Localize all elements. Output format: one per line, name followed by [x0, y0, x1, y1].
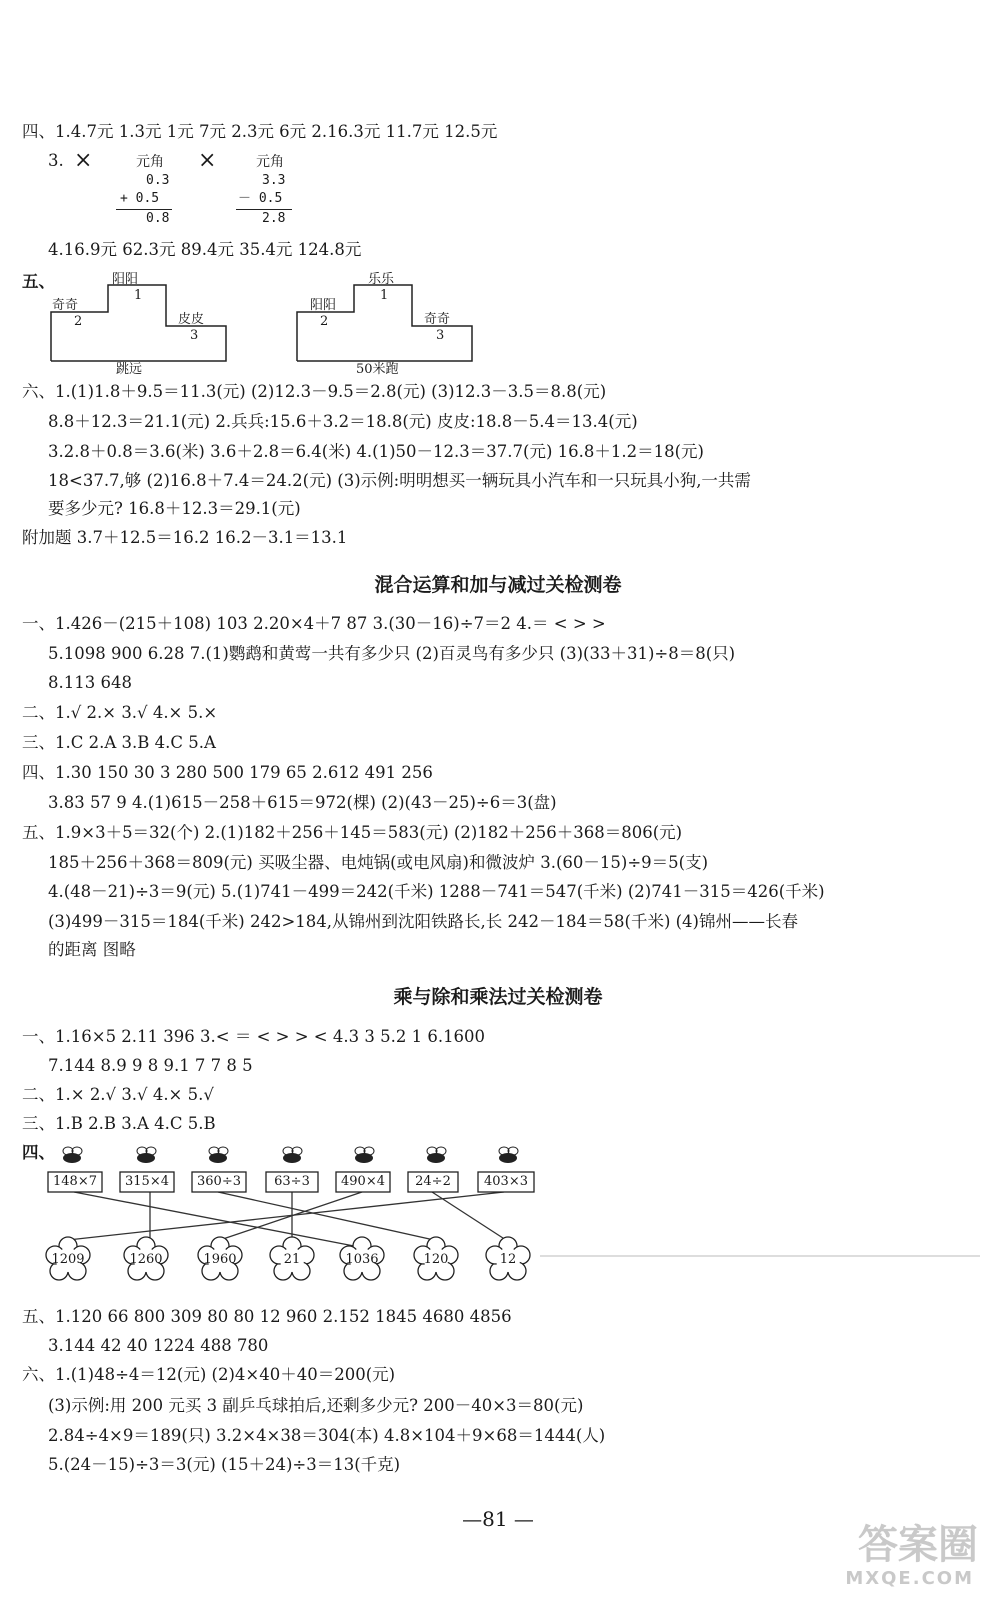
- t2-line2: 7.144 8.9 9 8 9.1 7 7 8 5: [48, 1056, 253, 1075]
- expression-card-label: 315×4: [125, 1174, 169, 1189]
- bee-icon: [137, 1147, 156, 1163]
- t2-sec4-label: 四、: [22, 1143, 55, 1162]
- podium-left-name: 阳阳: [310, 298, 337, 313]
- unit-header: 元角: [136, 154, 164, 170]
- t1-line3: 8.113 648: [48, 673, 132, 692]
- bee-icon: [283, 1147, 302, 1163]
- sec6-line5: 要多少元? 16.8＋12.3＝29.1(元): [48, 499, 301, 518]
- flower-value: 21: [283, 1252, 301, 1267]
- cross-mark: ×: [74, 148, 93, 173]
- page-number: —81 —: [462, 1507, 534, 1531]
- sec4-line4: 4.16.9元 62.3元 89.4元 35.4元 124.8元: [48, 240, 362, 259]
- sec4-q3-label: 3.: [48, 151, 64, 170]
- expression-card-label: 360÷3: [197, 1174, 241, 1189]
- t2-line4: 三、1.B 2.B 3.A 4.C 5.B: [22, 1114, 216, 1133]
- sec6-line3: 3.2.8＋0.8＝3.6(米) 3.6＋2.8＝6.4(米) 4.(1)50－12.3＝37.7(元) 16.8＋1.2＝18(元): [48, 442, 704, 461]
- podium-top-name: 乐乐: [368, 272, 395, 287]
- section-title: 混合运算和加与减过关检测卷: [374, 574, 622, 596]
- t1-line9: 185＋256＋368＝809(元) 买吸尘器、电炖锅(或电风扇)和微波炉 3.(60－15)÷9＝5(支): [48, 853, 709, 872]
- t1-line12: 的距离 图略: [48, 940, 136, 959]
- unit-header: 元角: [256, 154, 284, 170]
- expression-card-label: 490×4: [341, 1174, 385, 1189]
- match-line: [218, 1192, 434, 1240]
- expression-card-label: 63÷3: [274, 1174, 310, 1189]
- bee-icon: [63, 1147, 82, 1163]
- sec6-line1: 六、1.(1)1.8＋9.5＝11.3(元) (2)12.3－9.5＝2.8(元) (3)12.3－3.5＝8.8(元): [22, 382, 607, 401]
- flower-value: 1960: [203, 1252, 237, 1267]
- vertical-difference: 2.8: [262, 211, 286, 226]
- expression-card-label: 148×7: [53, 1174, 97, 1189]
- podium-long-jump: [50, 268, 230, 378]
- section-title: 乘与除和乘法过关检测卷: [393, 986, 603, 1008]
- vertical-addend-1: 0.3: [146, 173, 170, 188]
- t2-line3: 二、1.× 2.√ 3.√ 4.× 5.√: [22, 1085, 214, 1104]
- watermark-logo: 答案圈: [858, 1522, 978, 1568]
- t2-line6: 五、1.120 66 800 309 80 80 12 960 2.152 1845 4680 4856: [22, 1307, 512, 1326]
- match-line: [74, 1192, 354, 1246]
- t1-line7: 3.83 57 9 4.(1)615－258＋615＝972(棵) (2)(43－25)÷6＝3(盘): [48, 793, 557, 812]
- podium-right-name: 奇奇: [424, 312, 451, 327]
- podium-left-rank: 2: [74, 314, 83, 329]
- t1-line4: 二、1.√ 2.× 3.√ 4.× 5.×: [22, 703, 218, 722]
- sec6-line4: 18<37.7,够 (2)16.8＋7.4＝24.2(元) (3)示例:明明想买一辆玩具小汽车和一只玩具小狗,一共需: [48, 471, 751, 490]
- podium-top-name: 阳阳: [112, 272, 139, 287]
- vertical-subtrahend: － 0.5: [238, 191, 283, 206]
- flower-value: 12: [499, 1252, 517, 1267]
- t2-line9: (3)示例:用 200 元买 3 副乒乓球拍后,还剩多少元? 200－40×3＝80(元): [48, 1396, 584, 1415]
- t2-line1: 一、1.16×5 2.11 396 3.< ＝ < > > < 4.3 3 5.2 1 6.1600: [22, 1027, 486, 1046]
- expression-card-label: 403×3: [484, 1174, 528, 1189]
- t1-line6: 四、1.30 150 30 3 280 500 179 65 2.612 491 256: [22, 763, 433, 782]
- flower-value: 120: [423, 1252, 449, 1267]
- bee-icons: [63, 1147, 518, 1163]
- podium-right-rank: 3: [436, 328, 445, 343]
- podium-caption: 跳远: [116, 362, 143, 377]
- flower-value: 1036: [345, 1252, 379, 1267]
- bee-icon: [427, 1147, 446, 1163]
- t1-line5: 三、1.C 2.A 3.B 4.C 5.A: [22, 733, 216, 752]
- sec6-line2: 8.8＋12.3＝21.1(元) 2.兵兵:15.6＋3.2＝18.8(元) 皮皮:18.8－5.4＝13.4(元): [48, 412, 638, 431]
- vertical-addend-2: + 0.5: [120, 191, 160, 206]
- watermark-url: MXQE.COM: [845, 1568, 974, 1589]
- flower-value: 1209: [51, 1252, 85, 1267]
- podium-right-rank: 3: [190, 328, 199, 343]
- podium-top-rank: 1: [380, 288, 389, 303]
- podium-caption: 50米跑: [356, 362, 399, 377]
- t1-line8: 五、1.9×3＋5＝32(个) 2.(1)182＋256＋145＝583(元) (2)182＋256＋368＝806(元): [22, 823, 683, 842]
- bee-icon: [209, 1147, 228, 1163]
- podium-left-rank: 2: [320, 314, 329, 329]
- vertical-minuend: 3.3: [262, 173, 286, 188]
- cross-mark: ×: [198, 148, 217, 173]
- podium-50m-run: [296, 268, 476, 378]
- podium-right-name: 皮皮: [178, 312, 205, 327]
- t2-line10: 2.84÷4×9＝189(只) 3.2×4×38＝304(本) 4.8×104＋9×68＝1444(人): [48, 1426, 606, 1445]
- bonus-line: 附加题 3.7＋12.5＝16.2 16.2－3.1＝13.1: [22, 528, 348, 547]
- flower-value: 1260: [129, 1252, 163, 1267]
- t2-line7: 3.144 42 40 1224 488 780: [48, 1336, 269, 1355]
- expression-card-label: 24÷2: [415, 1174, 451, 1189]
- podium-top-rank: 1: [134, 288, 143, 303]
- bee-icon: [499, 1147, 518, 1163]
- t1-line1: 一、1.426－(215＋108) 103 2.20×4＋7 87 3.(30－16)÷7＝2 4.＝ < > >: [22, 614, 606, 633]
- t1-line11: (3)499－315＝184(千米) 242>184,从锦州到沈阳铁路长,长 242－184＝58(千米) (4)锦州——长春: [48, 912, 798, 931]
- podium-left-name: 奇奇: [52, 298, 79, 313]
- sec4-line1: 四、1.4.7元 1.3元 1元 7元 2.3元 6元 2.16.3元 11.7元 12.5元: [22, 122, 498, 141]
- t1-line2: 5.1098 900 6.28 7.(1)鹦鹉和黄莺一共有多少只 (2)百灵鸟有多少只 (3)(33＋31)÷8＝8(只): [48, 644, 736, 663]
- t2-line8: 六、1.(1)48÷4＝12(元) (2)4×40＋40＝200(元): [22, 1365, 396, 1384]
- matching-diagram: [0, 1140, 996, 1290]
- vertical-sum: 0.8: [146, 211, 170, 226]
- t1-line10: 4.(48－21)÷3＝9(元) 5.(1)741－499＝242(千米) 1288－741＝547(千米) (2)741－315＝426(千米): [48, 882, 825, 901]
- sec5-label: 五、: [22, 272, 55, 291]
- t2-line11: 5.(24－15)÷3＝3(元) (15＋24)÷3＝13(千克): [48, 1455, 401, 1474]
- bee-icon: [355, 1147, 374, 1163]
